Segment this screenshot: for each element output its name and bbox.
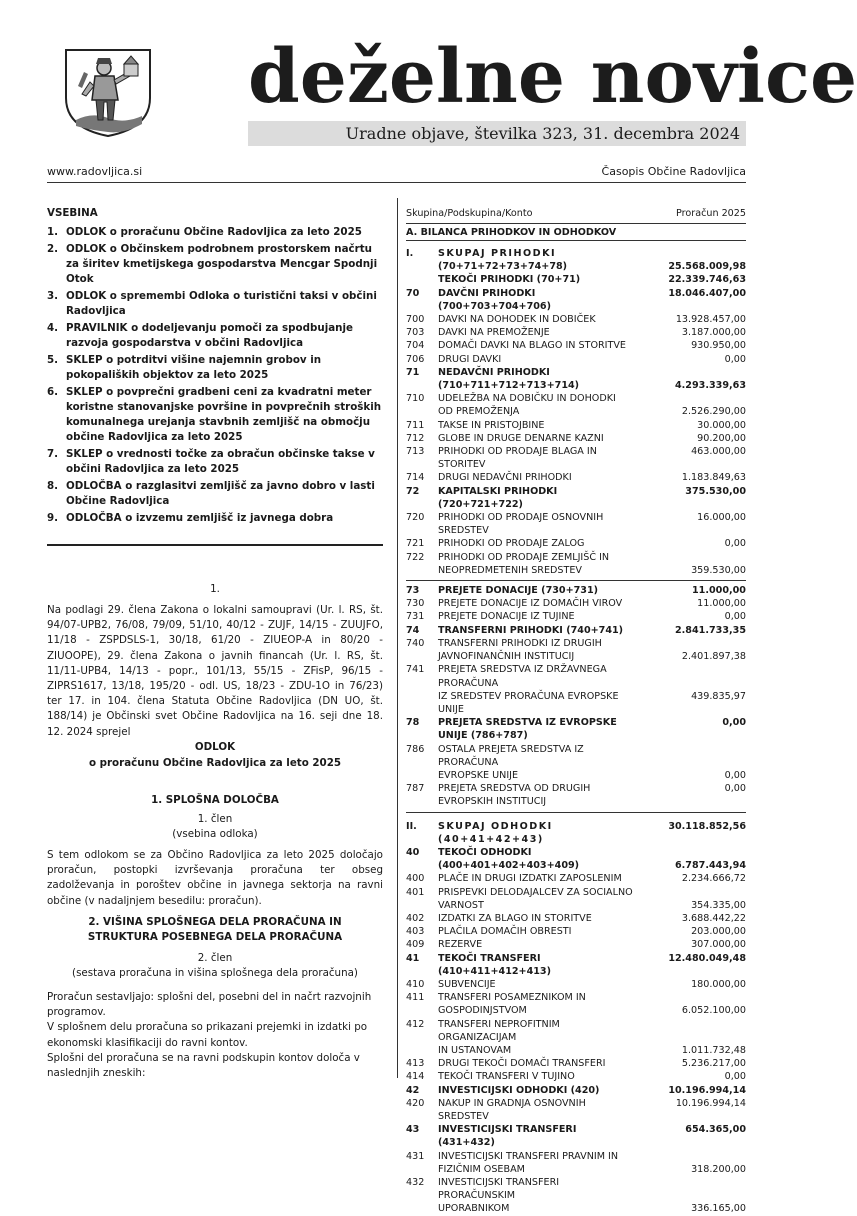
- account-code: [406, 379, 438, 392]
- budget-value: [636, 1150, 746, 1163]
- account-label: INVESTICIJSKI TRANSFERI PRORAČUNSKIM: [438, 1177, 560, 1202]
- article-number: 1.: [210, 583, 220, 595]
- article-preamble: Na podlagi 29. člena Zakona o lokalni samoupravi (Ur. l. RS, št. 94/07-UPB2, 76/08, 79/09, 51/10, 40/12 - ZUJF, 14/15 - ZUUJFO, 11/18 - ZSPDSLS-1, 30/18, 61/20 - ZIUEOP-A in 80/20 - ZIUOOPE), 29. člena Zakona o javnih financah (Ur. l. RS, št. 11/11-UPB4, 14/13 - popr., 101/13, 55/15 - ZFisP, 96/15 - ZIPRS1617, 13/18, 195/20 - odl. US, 18/23 - ZDU-1O in 76/23) ter 17. in 104. člena Statuta Občine Radovljica (DN UO, št. 188/14) je Občinski svet Občine Radovljica na 16. seji dne 18. 12. 2024 sprejel: [47, 604, 383, 738]
- table-row: [406, 743, 746, 769]
- toc-text: ODLOČBA o razglasitvi zemljišč za javno dobro v lasti Občine Radovljica: [66, 480, 375, 507]
- account-label: TAKSE IN PRISTOJBINE: [438, 419, 545, 431]
- table-row: [406, 769, 746, 782]
- account-code: 720: [406, 512, 425, 524]
- table-row: [406, 445, 746, 471]
- account-code: 410: [406, 978, 425, 990]
- account-code: 713: [406, 446, 425, 458]
- account-code: 706: [406, 353, 425, 365]
- paragraph: [47, 990, 383, 1081]
- website-url: www.radovljica.si: [47, 165, 143, 178]
- radovljica-coat-of-arms-logo: [62, 42, 154, 138]
- publisher-name: Časopis Občine Radovljica: [601, 165, 746, 178]
- account-label: PREJETA SREDSTVA OD DRUGIH EVROPSKIH INSTITUCIJ: [438, 783, 591, 808]
- budget-value: 10.196.994,14: [668, 1084, 746, 1096]
- table-row: [406, 326, 746, 339]
- budget-value: 11.000,00: [697, 598, 746, 610]
- account-label: PRIHODKI OD PRODAJE BLAGA IN STORITEV: [438, 446, 597, 471]
- budget-value: 3.688.442,22: [681, 912, 746, 924]
- table-row: [406, 1004, 746, 1017]
- table-row: [406, 978, 746, 991]
- toc-item: [47, 385, 383, 445]
- table-row: [406, 597, 746, 610]
- table-row: [406, 1163, 746, 1176]
- account-label: NEOPREDMETENIH SREDSTEV: [438, 564, 582, 576]
- table-row: [406, 564, 746, 577]
- account-label: SUBVENCIJE: [438, 978, 496, 990]
- account-label: GOSPODINJSTVOM: [438, 1005, 527, 1017]
- budget-value: 2.234.666,72: [681, 873, 746, 885]
- table-row: [406, 511, 746, 537]
- toc-text: PRAVILNIK o dodeljevanju pomoči za spodbujanje razvoja gospodarstva v občini Radovljica: [66, 322, 354, 349]
- account-code: 72: [406, 485, 420, 497]
- account-code: 704: [406, 340, 425, 352]
- toc-number: 6.: [47, 386, 59, 398]
- account-code: 78: [406, 717, 420, 729]
- account-code: 731: [406, 611, 425, 623]
- account-label: SKUPAJ ODHODKI (40+41+42+43): [438, 820, 553, 845]
- account-code: 703: [406, 327, 425, 339]
- account-label: PREJETA SREDSTVA IZ DRŽAVNEGA PRORAČUNA: [438, 664, 607, 689]
- toc-item: [47, 511, 383, 526]
- account-label: VARNOST: [438, 899, 484, 911]
- account-code: [406, 650, 438, 663]
- table-row: [406, 339, 746, 352]
- toc-text: ODLOK o proračunu Občine Radovljica za leto 2025: [66, 226, 362, 238]
- account-label: DAVČNI PRIHODKI (700+703+704+706): [438, 287, 551, 312]
- toc-text: SKLEP o potrditvi višine najemnin grobov in pokopaliških objektov za leto 2025: [66, 354, 322, 381]
- account-label: IN USTANOVAM: [438, 1044, 512, 1056]
- budget-value: 6.787.443,94: [674, 860, 746, 872]
- account-label: UDELEŽBA NA DOBIČKU IN DOHODKI: [438, 393, 616, 405]
- table-row: [406, 1057, 746, 1070]
- account-code: [406, 1044, 438, 1057]
- account-code: 400: [406, 873, 425, 885]
- table-row: [406, 273, 746, 286]
- table-row: [406, 899, 746, 912]
- toc-number: 9.: [47, 512, 59, 524]
- account-code: 412: [406, 1018, 425, 1030]
- account-code: 741: [406, 664, 425, 676]
- table-row: [406, 551, 746, 564]
- account-label: INVESTICIJSKI ODHODKI (420): [438, 1084, 600, 1096]
- table-row: [406, 912, 746, 925]
- table-row: [406, 610, 746, 623]
- account-code: 710: [406, 393, 425, 405]
- account-code: 740: [406, 637, 425, 649]
- document-subtitle: o proračunu Občine Radovljica za leto 2025: [88, 757, 342, 769]
- budget-value: 439.835,97: [691, 690, 746, 702]
- account-code: 712: [406, 432, 425, 444]
- account-code: II.: [406, 820, 417, 832]
- account-label: KAPITALSKI PRIHODKI (720+721+722): [438, 485, 558, 510]
- toc-item: [47, 447, 383, 477]
- account-label: DRUGI TEKOČI DOMAČI TRANSFERI: [438, 1058, 606, 1070]
- toc-item: [47, 321, 383, 351]
- table-row: [406, 952, 746, 978]
- budget-value: 0,00: [722, 717, 746, 729]
- budget-value: 359.530,00: [691, 564, 746, 576]
- toc-divider: [47, 544, 383, 546]
- account-label: DOMAČI DAVKI NA BLAGO IN STORITVE: [438, 340, 626, 352]
- budget-value: 930.950,00: [691, 340, 746, 352]
- table-row: [406, 1202, 746, 1215]
- account-label: DRUGI DAVKI: [438, 353, 502, 365]
- account-code: 787: [406, 783, 425, 795]
- column-header-account: Skupina/Podskupina/Konto: [406, 208, 533, 219]
- account-label: IZ SREDSTEV PRORAČUNA EVROPSKE UNIJE: [438, 690, 619, 715]
- table-row: [406, 859, 746, 872]
- account-label: PREJETE DONACIJE IZ TUJINE: [438, 611, 575, 623]
- newspaper-title: deželne novice: [248, 34, 857, 120]
- account-label: PRIHODKI OD PRODAJE ZEMLJIŠČ IN: [438, 551, 610, 563]
- table-row: [406, 287, 746, 313]
- account-label: DAVKI NA PREMOŽENJE: [438, 327, 550, 339]
- table-row: [406, 663, 746, 689]
- budget-value: [636, 846, 746, 859]
- account-code: [406, 1163, 438, 1176]
- budget-value: 10.196.994,14: [675, 1097, 746, 1109]
- budget-value: 1.011.732,48: [681, 1044, 746, 1056]
- account-label: INVESTICIJSKI TRANSFERI PRAVNIM IN: [438, 1150, 619, 1162]
- budget-value: 318.200,00: [691, 1163, 746, 1175]
- budget-value: 375.530,00: [685, 485, 746, 497]
- account-label: TEKOČI TRANSFERI V TUJINO: [438, 1071, 575, 1083]
- toc-heading: VSEBINA: [47, 207, 98, 219]
- toc-number: 5.: [47, 354, 59, 366]
- budget-value: 654.365,00: [685, 1124, 746, 1136]
- section-1-clen: 1. člen: [197, 813, 233, 825]
- budget-value: 203.000,00: [691, 926, 746, 938]
- account-label: PREJETE DONACIJE IZ DOMAČIH VIROV: [438, 598, 623, 610]
- table-row: [406, 1123, 746, 1149]
- document-title: ODLOK: [194, 741, 236, 753]
- column-divider: [397, 198, 398, 1078]
- account-code: 432: [406, 1177, 425, 1189]
- account-code: [406, 859, 438, 872]
- toc-item: [47, 242, 383, 287]
- account-label: UPORABNIKOM: [438, 1203, 510, 1215]
- table-row: [406, 1044, 746, 1057]
- budget-value: 307.000,00: [691, 939, 746, 951]
- account-code: [406, 405, 438, 418]
- budget-value: 0,00: [724, 538, 746, 550]
- account-code: 42: [406, 1084, 420, 1096]
- budget-value: 0,00: [724, 611, 746, 623]
- budget-value: [636, 366, 746, 379]
- budget-value: 12.480.049,48: [668, 952, 746, 964]
- account-code: 722: [406, 551, 425, 563]
- toc-number: 3.: [47, 290, 59, 302]
- table-row: [406, 925, 746, 938]
- account-label: REZERVE: [438, 939, 483, 951]
- budget-value: 13.928.457,00: [675, 314, 746, 326]
- account-code: 786: [406, 743, 425, 755]
- toc-item: [47, 479, 383, 509]
- account-label: DRUGI NEDAVČNI PRIHODKI: [438, 472, 572, 484]
- account-label: INVESTICIJSKI TRANSFERI (431+432): [438, 1124, 577, 1149]
- budget-value: 2.526.290,00: [681, 406, 746, 418]
- header-divider: [47, 182, 746, 183]
- budget-value: 22.339.746,63: [668, 274, 746, 286]
- section-2-clen-subtitle: (sestava proračuna in višina splošnega dela proračuna): [72, 967, 358, 979]
- budget-value: 4.293.339,63: [674, 380, 746, 392]
- account-code: [406, 690, 438, 716]
- table-row: [406, 637, 746, 650]
- account-code: 721: [406, 538, 425, 550]
- account-label: OD PREMOŽENJA: [438, 406, 520, 418]
- account-code: 409: [406, 939, 425, 951]
- table-row: [406, 886, 746, 899]
- table-row: [406, 584, 746, 597]
- toc-item: [47, 289, 383, 319]
- account-code: [406, 769, 438, 782]
- budget-value: 25.568.009,98: [668, 261, 746, 273]
- budget-value: 5.236.217,00: [681, 1058, 746, 1070]
- toc-number: 1.: [47, 226, 59, 238]
- paragraph-2: V splošnem delu proračuna so prikazani prejemki in izdatki po ekonomski klasifikaciji do ravni kontov.: [47, 1021, 368, 1049]
- budget-value: [636, 886, 746, 899]
- account-code: 71: [406, 366, 420, 378]
- account-label: SKUPAJ PRIHODKI: [438, 248, 557, 259]
- table-row: [406, 1150, 746, 1163]
- account-label: FIZIČNIM OSEBAM: [438, 1163, 525, 1175]
- account-label: TRANSFERNI PRIHODKI IZ DRUGIH: [438, 637, 602, 649]
- budget-table: [406, 208, 746, 1216]
- account-code: [406, 1004, 438, 1017]
- section-2-clen: 2. člen: [197, 952, 233, 964]
- table-row: [406, 353, 746, 366]
- account-label: GLOBE IN DRUGE DENARNE KAZNI: [438, 432, 604, 444]
- budget-value: 180.000,00: [691, 978, 746, 990]
- table-row: [406, 1097, 746, 1123]
- table-row: [406, 938, 746, 951]
- budget-value: [636, 663, 746, 689]
- account-code: [406, 273, 438, 286]
- account-code: 403: [406, 926, 425, 938]
- table-row: [406, 366, 746, 379]
- account-label: (70+71+72+73+74+78): [438, 261, 568, 273]
- account-code: 411: [406, 992, 425, 1004]
- table-row: [406, 432, 746, 445]
- budget-value: 0,00: [724, 353, 746, 365]
- account-label: NEDAVČNI PRIHODKI: [438, 366, 550, 378]
- account-label: JAVNOFINANČNIH INSTITUCIJ: [438, 651, 575, 663]
- toc-text: ODLOK o Občinskem podrobnem prostorskem načrtu za širitev kmetijskega gospodarstva Mencgar Spodnji Otok: [66, 243, 378, 285]
- table-row: [406, 537, 746, 550]
- budget-value: [636, 637, 746, 650]
- budget-value: 11.000,00: [691, 585, 746, 597]
- section-1-clen-subtitle: (vsebina odloka): [172, 828, 258, 840]
- budget-value: [636, 1176, 746, 1202]
- budget-value: 90.200,00: [697, 432, 746, 444]
- toc-text: SKLEP o vrednosti točke za obračun občinske takse v občini Radovljica za leto 2025: [66, 448, 375, 475]
- toc-number: 4.: [47, 322, 59, 334]
- section-1-text: S tem odlokom se za Občino Radovljica za leto 2025 določajo proračun, postopki izvrševanja proračuna ter obseg zadolževanja in poroštev občine in javnega sektorja na ravni občine (v nadaljnjem besedilu: proračun).: [47, 849, 383, 907]
- account-label: (400+401+402+403+409): [438, 860, 580, 872]
- account-label: TRANSFERNI PRIHODKI (740+741): [438, 624, 624, 636]
- account-code: 40: [406, 846, 420, 858]
- account-code: I.: [406, 248, 414, 259]
- table-row: [406, 1084, 746, 1097]
- account-label: TEKOČI TRANSFERI (410+411+412+413): [438, 952, 551, 977]
- table-row: [406, 846, 746, 859]
- table-row: [406, 690, 746, 716]
- account-label: (710+711+712+713+714): [438, 380, 580, 392]
- column-header-budget: Proračun 2025: [676, 208, 746, 219]
- table-row: [406, 471, 746, 484]
- toc-text: ODLOČBA o izvzemu zemljišč iz javnega dobra: [66, 512, 334, 524]
- budget-value: 18.046.407,00: [668, 287, 746, 299]
- table-row: [406, 820, 746, 846]
- toc-number: 8.: [47, 480, 59, 492]
- table-row: [406, 872, 746, 885]
- row-divider: [406, 580, 746, 581]
- table-row: [406, 392, 746, 405]
- toc-text: ODLOK o spremembi Odloka o turistični taksi v občini Radovljica: [66, 290, 377, 317]
- budget-value: 0,00: [724, 1071, 746, 1083]
- budget-section-title: A. BILANCA PRIHODKOV IN ODHODKOV: [406, 224, 746, 241]
- toc-item: [47, 353, 383, 383]
- account-label: OSTALA PREJETA SREDSTVA IZ PRORAČUNA: [438, 743, 584, 768]
- account-label: PRISPEVKI DELODAJALCEV ZA SOCIALNO: [438, 886, 633, 898]
- budget-value: 1.183.849,63: [681, 472, 746, 484]
- budget-value: 2.841.733,35: [674, 624, 746, 636]
- table-row: [406, 260, 746, 273]
- budget-value: [636, 1018, 746, 1044]
- toc-number: 2.: [47, 243, 59, 255]
- subtitle-band: [248, 121, 746, 146]
- account-code: 74: [406, 624, 420, 636]
- account-code: 714: [406, 472, 425, 484]
- account-label: IZDATKI ZA BLAGO IN STORITVE: [438, 912, 592, 924]
- budget-value: [636, 247, 746, 260]
- issue-subtitle: Uradne objave, številka 323, 31. decembra 2024: [345, 124, 740, 143]
- account-code: 401: [406, 886, 425, 898]
- table-row: [406, 313, 746, 326]
- row-divider: [406, 812, 746, 813]
- account-code: [406, 1202, 438, 1215]
- paragraph-3: Splošni del proračuna se na ravni podskupin kontov določa v naslednjih zneskih:: [47, 1051, 360, 1080]
- account-code: 70: [406, 287, 420, 299]
- budget-value: [636, 743, 746, 769]
- account-label: EVROPSKE UNIJE: [438, 769, 519, 781]
- budget-value: 0,00: [724, 783, 746, 795]
- budget-value: 336.165,00: [691, 1203, 746, 1215]
- account-label: PLAČILA DOMAČIH OBRESTI: [438, 926, 572, 938]
- account-code: 402: [406, 912, 425, 924]
- account-code: [406, 260, 438, 273]
- budget-value: 354.335,00: [691, 899, 746, 911]
- account-label: TRANSFERI NEPROFITNIM ORGANIZACIJAM: [438, 1018, 560, 1043]
- account-label: TEKOČI PRIHODKI (70+71): [438, 274, 581, 286]
- budget-value: 6.052.100,00: [681, 1005, 746, 1017]
- table-row: [406, 1070, 746, 1083]
- table-of-contents: [47, 206, 383, 528]
- toc-number: 7.: [47, 448, 59, 460]
- budget-value: 0,00: [724, 769, 746, 781]
- account-code: 413: [406, 1058, 425, 1070]
- table-row: [406, 419, 746, 432]
- account-code: [406, 899, 438, 912]
- account-label: TRANSFERI POSAMEZNIKOM IN: [438, 992, 586, 1004]
- budget-value: 30.118.852,56: [668, 820, 746, 832]
- table-row: [406, 1018, 746, 1044]
- account-label: PREJETE DONACIJE (730+731): [438, 585, 599, 597]
- budget-value: [636, 991, 746, 1004]
- budget-value: 30.000,00: [697, 419, 746, 431]
- account-code: 414: [406, 1071, 425, 1083]
- table-row: [406, 485, 746, 511]
- account-label: PLAČE IN DRUGI IZDATKI ZAPOSLENIM: [438, 873, 622, 885]
- table-row: [406, 247, 746, 260]
- budget-value: 2.401.897,38: [681, 651, 746, 663]
- account-code: 41: [406, 952, 420, 964]
- account-code: 700: [406, 314, 425, 326]
- account-label: PREJETA SREDSTVA IZ EVROPSKE UNIJE (786+787): [438, 717, 617, 742]
- account-code: 420: [406, 1097, 425, 1109]
- toc-item: [47, 225, 383, 240]
- budget-value: 3.187.000,00: [681, 327, 746, 339]
- table-row: [406, 1176, 746, 1202]
- budget-table-header: [406, 208, 746, 224]
- budget-value: [636, 392, 746, 405]
- account-label: TEKOČI ODHODKI: [438, 846, 532, 858]
- budget-rows: [406, 241, 746, 1216]
- account-label: NAKUP IN GRADNJA OSNOVNIH SREDSTEV: [438, 1097, 586, 1122]
- account-code: [406, 564, 438, 577]
- budget-value: 463.000,00: [691, 446, 746, 458]
- account-code: 73: [406, 585, 420, 597]
- table-row: [406, 782, 746, 808]
- section-1-title: 1. SPLOŠNA DOLOČBA: [151, 794, 279, 806]
- section-2-title: 2. VIŠINA SPLOŠNEGA DELA PRORAČUNA IN STRUKTURA POSEBNEGA DELA PRORAČUNA: [87, 916, 343, 944]
- table-row: [406, 650, 746, 663]
- table-row: [406, 624, 746, 637]
- account-label: PRIHODKI OD PRODAJE ZALOG: [438, 538, 585, 550]
- account-code: 431: [406, 1150, 425, 1162]
- account-code: 711: [406, 419, 425, 431]
- budget-value: 16.000,00: [697, 512, 746, 524]
- account-code: 730: [406, 598, 425, 610]
- account-label: DAVKI NA DOHODEK IN DOBIČEK: [438, 314, 596, 326]
- table-row: [406, 716, 746, 742]
- account-code: 43: [406, 1124, 420, 1136]
- account-label: PRIHODKI OD PRODAJE OSNOVNIH SREDSTEV: [438, 512, 604, 537]
- table-row: [406, 991, 746, 1004]
- budget-value: [636, 551, 746, 564]
- table-row: [406, 405, 746, 418]
- toc-text: SKLEP o povprečni gradbeni ceni za kvadratni meter koristne stanovanjske površine in povprečnih stroških komunalnega urejanja stavbnih zemljišč na območju občine Radovljica za leto 2025: [66, 386, 382, 443]
- table-row: [406, 379, 746, 392]
- paragraph-1: Proračun sestavljajo: splošni del, posebni del in načrt razvojnih programov.: [47, 991, 372, 1019]
